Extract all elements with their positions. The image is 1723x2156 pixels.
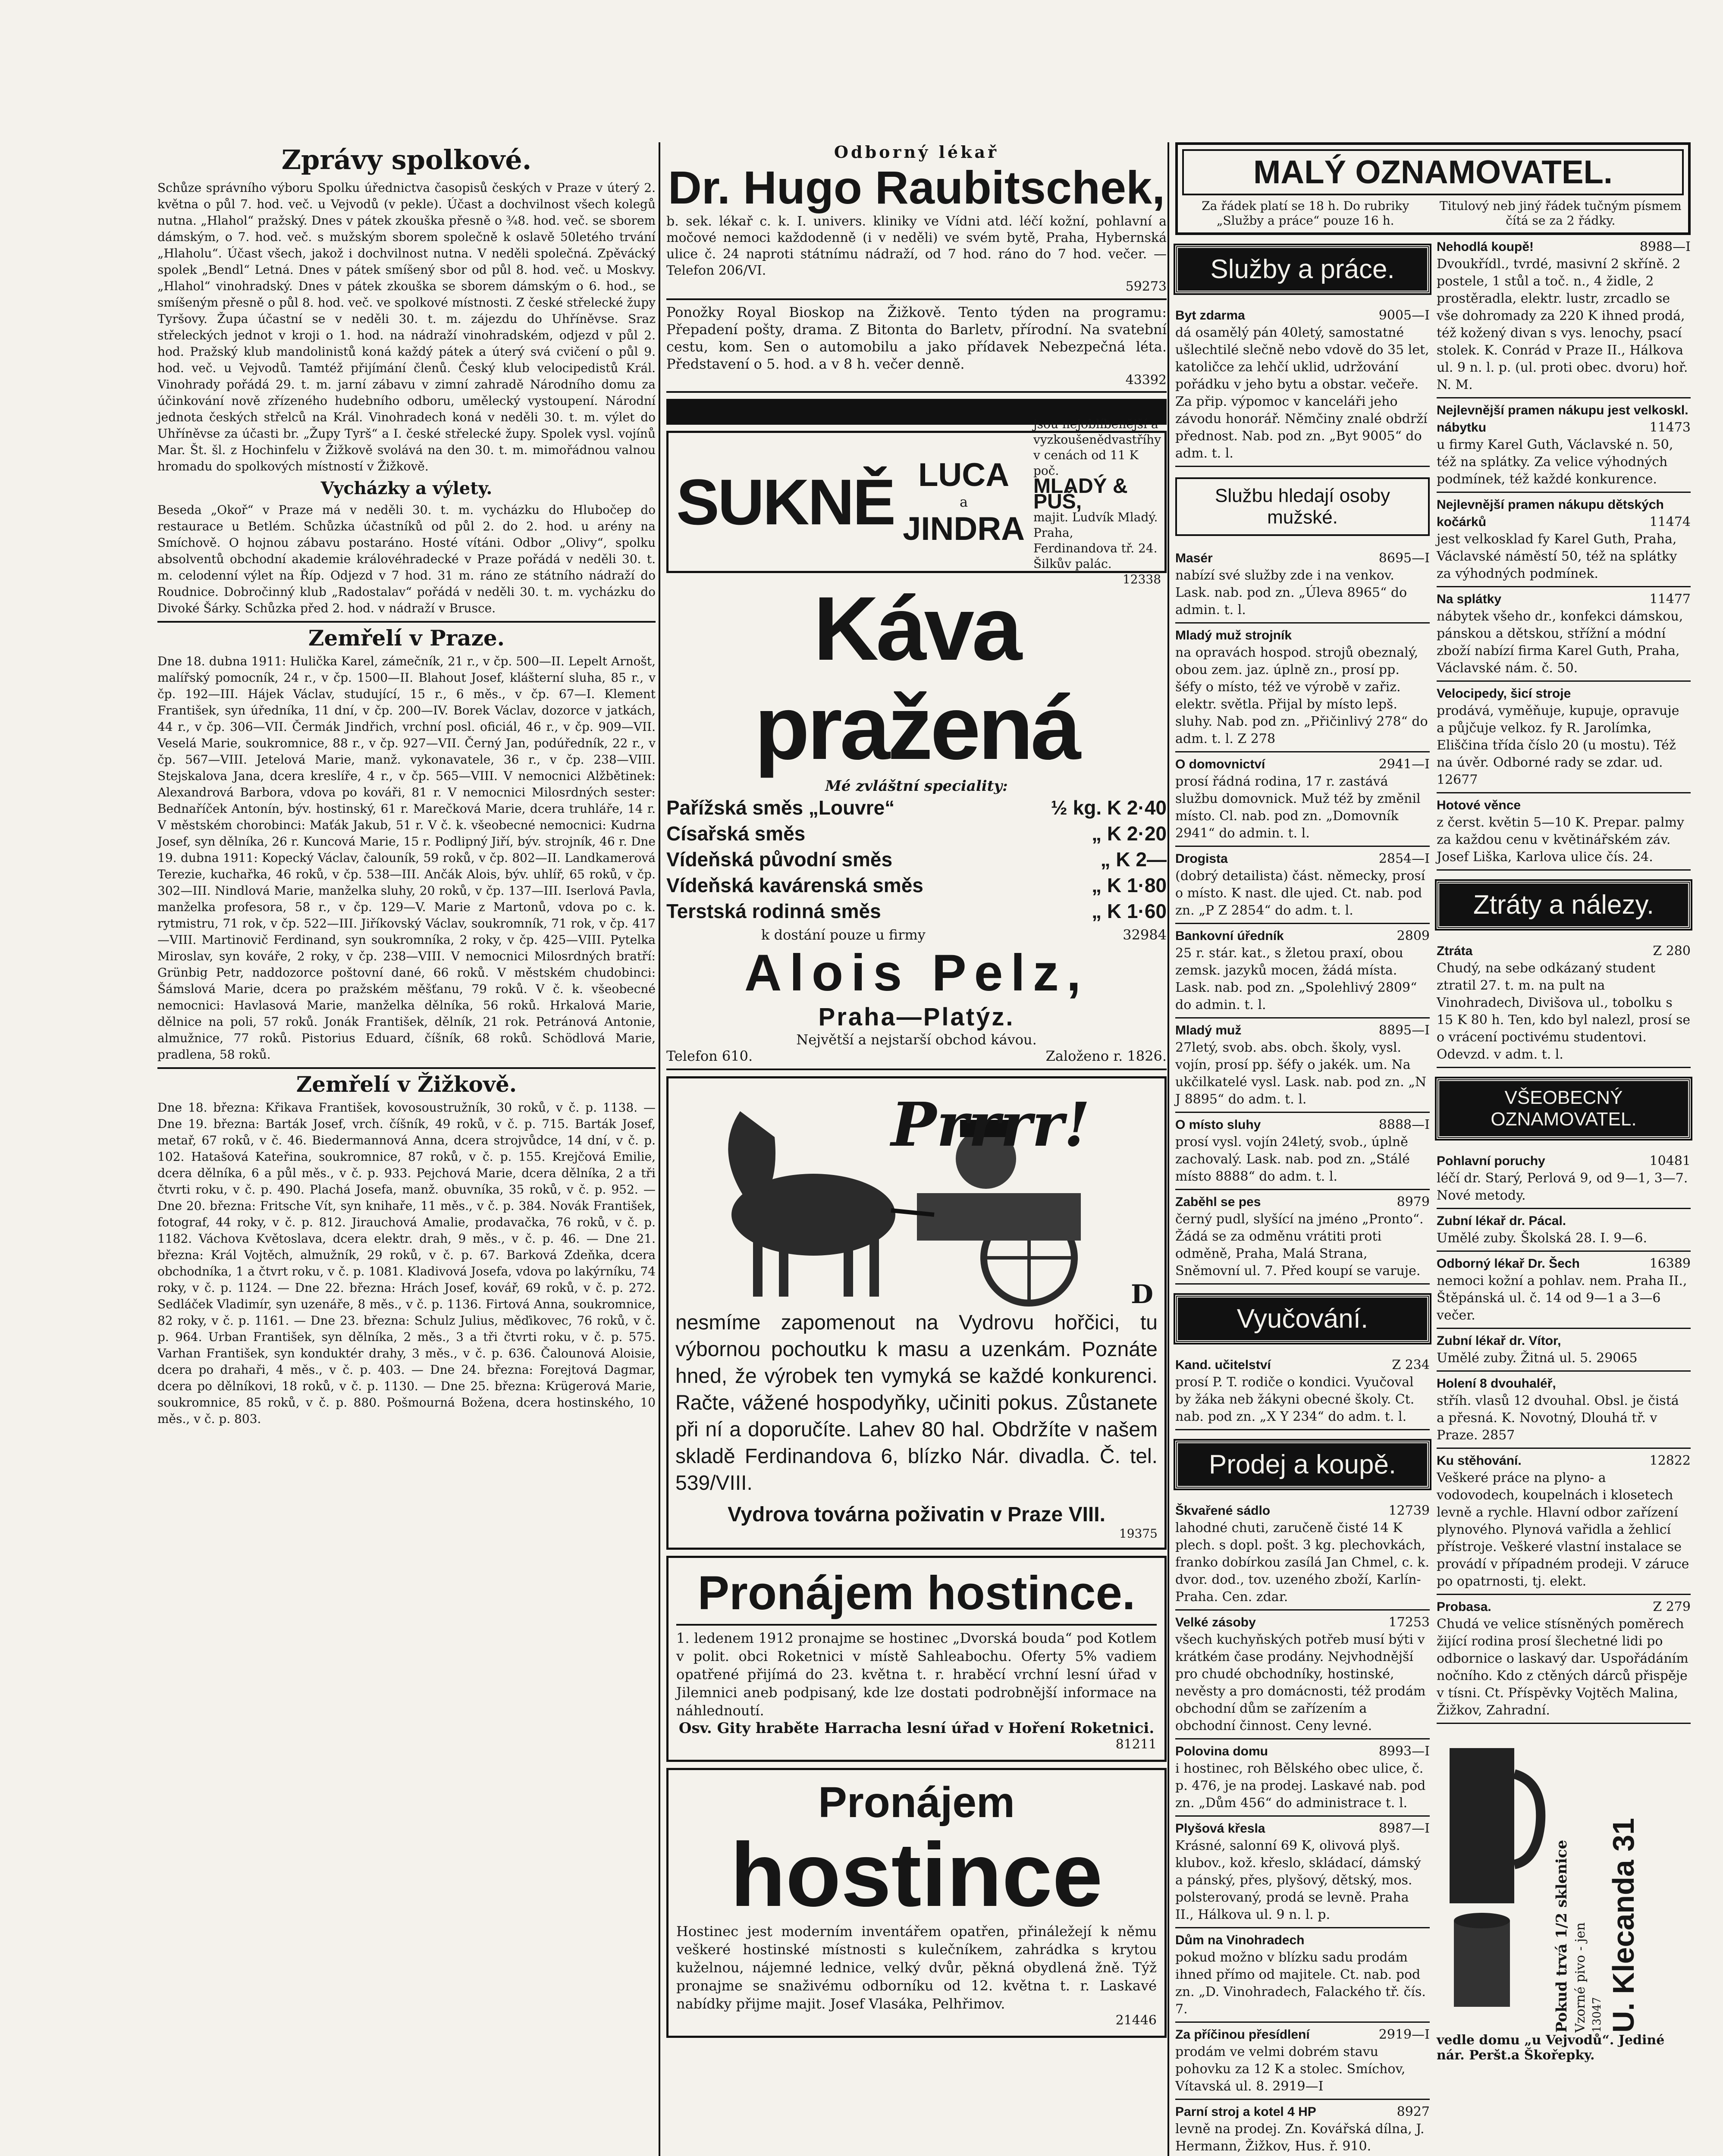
classified-ad-code: 8993—I [1378,1744,1430,1759]
ads-sales [1175,1499,1430,2156]
classified-ad [1175,924,1430,1018]
classified-ad-text: černý pudl, slyšící na jméno „Pronto“. Žádá se za odměnu vrátiti proti odměně, Praha, Malá Strana, Sněmovní ul. 7. Před koupí se varuje. [1175,1212,1424,1279]
coffee-founded: Založeno r. 1826. [1045,1048,1167,1064]
classified-ad-code: 12822 [1649,1453,1691,1468]
classified-ad-title: Odborný lékař Dr. Šech [1437,1257,1580,1271]
doctor-name: Dr. Hugo Raubitschek, [668,161,1165,213]
classified-ad-text: Umělé zuby. Žitná ul. 5. 29065 [1437,1351,1638,1366]
coffee-only: k dostání pouze u firmy [761,927,926,943]
classified-ad [1437,398,1691,493]
classified-ad-title: Masér [1175,551,1213,565]
classified-ad-title: Škvařené sádlo [1175,1504,1271,1518]
classified-ad-text: levně na prodej. Zn. Kovářská dílna, J. Hermann, Žižkov, Hus. ř. 910. [1175,2122,1425,2154]
classified-ad-code: 2941—I [1378,757,1430,772]
classified-ad [1175,2100,1430,2156]
doctor-text: b. sek. lékař c. k. I. univers. kliniky ve Vídni atd. léčí kožní, pohlavní a močové nemoci každodenně (i v neděli) ve svém bytě, Praha, Hybernská ulice č. 24 naproti státnímu nádraží, od 7 hod. ráno do 7 hod. večer. — Telefon 206/VI. [666,214,1167,278]
classified-ad-text: nabízí své služby zde i na venkov. Lask. nab. pod zn. „Úleva 8965“ do admin. t. l. [1175,568,1407,617]
coffee-list [666,795,1167,924]
coffee-code: 32984 [1123,927,1167,943]
classified-ad [1175,1739,1430,1817]
classified-ad-text: u firmy Karel Guth, Václavské n. 50, též na splátky. Za velice výhodných podmínek, též každé konkurence. [1437,437,1673,487]
deaths-zizkov-title: Zemřelí v Žižkově. [296,1072,517,1097]
ads-column-middle [666,142,1167,2044]
classified-ad-code: 11473 [1649,420,1691,435]
classified-ad-text: Dvoukřídl., tvrdé, masivní 2 skříně. 2 postele, 1 stůl a toč. n., 4 židle, 2 prostěradla, elektr. lustr, zrcadlo se vše dohromady za 220 K ihned prodá, též kožený divan s vys. lenochy, psací stolek. K. Conrád v Praze II., Hálkova ul. 9 n. l. p. (ul. proti obec. dvoru) hoř. N. M. [1437,257,1688,392]
classified-ad-text: i hostinec, roh Bělského obec ulice, č. p. 476, je na prodej. Laskavé nab. pod zn. „Dům 456“ do administrace t. l. [1175,1761,1426,1811]
coffee-item-price: 2·40 [1127,796,1167,819]
coffee-item [666,795,1167,821]
coffee-item-price: 1·80 [1127,874,1167,896]
mustard-firm: Vydrova továrna poživatin v Praze VIII. [728,1503,1105,1526]
classified-ad-title: O domovnictví [1175,757,1265,771]
ads-general [1437,1149,1691,1595]
classified-ad-title: Zaběhl se pes [1175,1195,1261,1209]
beer-vertical-1: Pokud trvá 1/2 sklenice [1553,1839,1570,2033]
classified-ad-title: Hotové věnce [1437,798,1521,812]
inn2-title2: hostince [730,1824,1103,1925]
classified-ad [1175,1611,1430,1739]
news-column [157,142,656,1427]
beer-mug-icon [1437,1731,1549,2015]
classified-ad-text: pokud možno v blízku sadu prodám ihned přímo od majitele. Ct. nab. pod zn. „D. Vinohradech, Falackého tř. čís. 7. [1175,1950,1426,2017]
skirt-addr: majit. Ludvík Mladý. Praha, Ferdinandova tř. 24. Šilkův palác. [1033,510,1158,571]
classified-ad-code: 12739 [1388,1503,1430,1518]
classified-ad-text: Krásné, salonní 69 K, olivová plyš. klubov., kož. křeslo, skládací, dámský a pánský, přes, plyšový, dětský, mos. polsterovaný, prodá se levně. Praha II., Hálkova ul. 9 n. l. p. [1175,1838,1421,1922]
mustard-ad [666,1076,1167,1550]
inn2-code: 21446 [1115,2013,1157,2028]
classified-ad-code: 9005—I [1378,308,1430,323]
coffee-item [666,846,1167,872]
classified-ad [1175,304,1430,467]
cinema-code: 43392 [1125,373,1167,388]
classified-ad-text: léčí dr. Starý, Perlová 9, od 9—1, 3—7. Nové metody. [1437,1171,1688,1203]
classified-ad-title: Za příčinou přesídlení [1175,2028,1310,2042]
coffee-item [666,898,1167,924]
prrr-text: Prrrr! [891,1090,1090,1160]
classified-ad-title: Zubní lékař dr. Vítor, [1437,1334,1561,1348]
news-text: Schůze správního výboru Spolku úřednictva časopisů českých v Praze v úterý 2. května o půl 7. hod. več. u Vejvodů (v pekle). Účast a dochvilnost všech kolegů nutna. „Hlahol“ pražský. Dnes v pátek zkouška přesně o ¾8. hod. več. se sborem dámským, o 7. hod. več. s mužským sborem společně k oslavě 50letého trvání „Hlaholu“. Účast všech, jakož i dochvilnost nutna. V neděli společná. Zpěvácký spolek „Bendl“ Letná. Dnes v pátek smíšený sbor od půl 8. hod. več. u Moskvy. „Hlahol“ vinohradský. Dnes v pátek zkouška se sborem dámským o 6. hod., se smíšeným přesně o půl 8. hod. več. ve spolkové místnosti. Z české střelecké župy Tyršovy. Župa účastní se v neděli 30. t. m. zájezdu do Uhříněvse. Sraz střeleckých jednot v kroji o 1. hod. na nádraží vinohradském, odjezd v půl 2. hod. Pražský klub mandolinistů koná každý pátek a úterý svá cvičení o půl 9. hod. več. u Vejvodů. Tamtéž přijímání členů. Český klub velocipedistů Král. Vinohrady pořádá 29. t. m. jarní zábavu v zimní zahradě Národního domu za účinkování nově zřízeného hudebního odboru, umělecký vystoupení. Národní jednota českých střelců na Král. Vinohradech koná v neděli 30. t. m. výlet do Uhříněvse za účasti br. „Župy Tyrš“ a I. české střelecké župy. Spolek vysl. vojínů Mar. Št. šl. z Hochinfelu v Žižkově svolává na den 30. t. m. mimořádnou valnou hromadu do spolkových místností v Žižkově. [157,181,656,473]
ads-seeking [1175,546,1430,1285]
classified-ad-text: prosí vysl. vojín 24letý, svob., úplně zachovalý. Lask. nab. pod zn. „Stálé místo 8888“ do adm. t. l. [1175,1134,1410,1184]
classified-ad-code: 8888—I [1378,1117,1430,1132]
classified-ad-title: Byt zdarma [1175,308,1245,323]
mustard-code: 19375 [1119,1526,1158,1541]
coffee-item [666,821,1167,846]
classified-ad [1437,1372,1691,1449]
classified-ad-text: 27letý, svob. abs. obch. školy, vysl. vojín, prosí pp. šéfy o jakék. um. Na ukčilkatelé vysl. Lask. nab. pod zn. „N J 8895“ do adm. t. l. [1175,1040,1427,1107]
classified-ad-title: Bankovní úředník [1175,929,1284,943]
skirt-code: 12338 [1122,572,1161,586]
column-rule-left [659,142,660,2156]
lost-ad [1437,939,1691,1068]
column-rule-right [1167,142,1169,2156]
classified-ad-code: 16389 [1649,1256,1691,1271]
classified-ad-code: 11477 [1649,592,1691,607]
classified-ad [1437,235,1691,398]
coffee-item-unit: „ K [1100,848,1130,871]
coffee-item-name: Vídeňská kavárenská směs [666,874,923,896]
classified-ad [1437,1449,1691,1595]
edu-ad-title: Kand. učitelství [1175,1358,1271,1372]
classifieds-title: MALÝ OZNAMOVATEL. [1182,149,1684,195]
classified-ad-code: 17253 [1388,1615,1430,1630]
sign-general: VŠEOBECNÝ OZNAMOVATEL. [1437,1078,1691,1139]
classified-ad-title: Mladý muž strojník [1175,628,1292,642]
classified-ad-code: 8695—I [1378,551,1430,566]
inn2-text: Hostinec jest moderním inventářem opatřen, přináležejí k němu veškeré hostinské místnosti s kulečníkem, zahrádka s krytou kuželnou, nájemné lednice, velký dvůr, pěkná obydlená žně. Týž pronajme se snaživému odborníku od 12. května t. r. Laskavé nabídky přijme majit. Josef Vlasáka, Pelhřimov. [676,1923,1157,2012]
lost-ad-title: Ztráta [1437,944,1473,958]
cinema-ad [666,300,1167,393]
skirt-word: SUKNĚ [676,465,894,538]
classified-ad [1437,587,1691,682]
classified-ad-text: na opravách hospod. strojů obeznalý, obou zem. jaz. úplně zn., prosí pp. šéfy o místo, též ve výrobě v zařiz. elektr. světla. Přijal by místo lepš. sluhy. Nab. pod zn. „Přičinlivý 278“ do adm. t. l. Z 278 [1175,645,1428,746]
classified-ad-code: 2854—I [1378,851,1430,866]
inn1-title: Pronájem hostince. [676,1566,1157,1626]
skirt-desc: jsou nejoblíbenější a vyzkoušenědvastříhy v cenách od 11 K poč. [1033,417,1161,478]
classified-ad [1437,1209,1691,1252]
classifieds-header [1175,142,1691,235]
inn-ad-1 [666,1556,1167,1762]
cinema-text: Ponožky Royal Bioskop na Žižkově. Tento týden na programu: Přepadení pošty, drama. Z Bitonta do Barletv, přírodní. Na svatební cestu, kom. Sen o automobilu a jako přídavek Nebezpečná léta. Představení o 5. hod. a v 8 h. večer denně. [666,304,1167,372]
classified-ad [1175,1499,1430,1611]
classified-ad-title: Drogista [1175,852,1228,866]
classified-ad-text: 25 r. stár. kat., s žletou praxí, obou zemsk. jazyků mocen, žádá místa. Lask. nab. pod zn. „Spolehlivý 2809“ do admin. t. l. [1175,946,1417,1012]
coffee-ad [666,579,1167,1070]
ads-services [1175,304,1430,467]
lost-ad-code: Z 280 [1653,943,1691,959]
classified-ad [1437,793,1691,871]
classified-ad-title: Nejlevnější pramen nákupu dětských kočárků [1437,498,1664,529]
classified-ad [1175,752,1430,847]
coffee-title: Káva pražená [754,578,1079,778]
classified-ad-title: Parní stroj a kotel 4 HP [1175,2105,1316,2119]
coffee-firm: Alois Pelz, [744,944,1089,1002]
coffee-item-price: 2— [1136,848,1167,871]
lost-ad-text: Chudý, na sebe odkázaný student ztratil 27. t. m. na pult na Vinohradech, Divišova ul., tobolku s 15 K 80 h. Ten, kdo byl nalezl, prosí se o vrácení poctivému studentovi. Odevzd. v adm. t. l. [1437,961,1691,1062]
edu-ad-text: prosí P. T. rodiče o kondici. Vyučoval by žáka neb žákyni obecné školy. Ct. nab. pod zn. „X Y 234“ do adm. t. l. [1175,1375,1415,1424]
classifieds-price-right: Titulový neb jiný řádek tučným písmem čítá se za 2 řádky. [1439,199,1682,228]
classified-ad-title: Na splátky [1437,592,1502,606]
deaths-zizkov-text: Dne 18. března: Křikava František, kovosoustružník, 30 roků, v č. p. 1138. — Dne 19. března: Barták Josef, vrch. číšník, 49 roků, v č. p. 715. Barták Josef, metař, 67 roků, v č. 46. Biedermannová Anna, dcera strojvůdce, 14 dní, v č. p. 102. Hatašová Kateřina, soukromnice, 87 roků, v č. p. 155. Krejčová Emilie, dcera dělníka, 6 a půl měs., v č. p. 933. Pejchová Marie, dcera dělníka, 2 a tři čtvrti roku, v č. p. 490. Plachá Josefa, manž. obuvníka, 35 roků, v č. p. 952. — Dne 20. března: Fritsche Vít, syn knihaře, 11 měs., v č. p. 384. Novák František, fotograf, 44 roky, v č. p. 812. Jirauchová Amalie, prodavačka, 76 roků, v č. p. 1182. Váchova Květoslava, dcera elektr. drah, 9 měs., v č. p. 46. — Dne 21. března: Král Vojtěch, almužník, 29 roků, v č. p. 67. Barková Zdeňka, dcera obchodníka, 1 a čtvrt roku, v č. p. 1081. Kladivová Josefa, vdova po lakýrníku, 74 roky, v č. p. 1124. — Dne 22. března: Hrách Josef, kovář, 69 roků, v č. p. 272. Sedláček Vladimír, syn uzenáře, 8 měs., v č. p. 1136. Firtová Anna, soukromnice, 82 roky, v č. p. 1161. — Dne 23. března: Schulz Julius, měďikovec, 76 roků, v č. p. 964. Urban František, syn dělníka, 2 měs., 3 a tři čtvrti roku, v č. p. 575. Varhan František, syn konduktér drahy, 3 měs., v č. p. 636. Čalounová Aloisie, dcera po drahaři, 4 měs., v č. p. 403. — Dne 24. března: Forejtová Dagmar, dcera po dělníkovi, 18 roků, v č. p. 1130. — Dne 25. března: Krügerová Marie, soukromnice, 85 roků, v č. p. 880. Pošmourná Božena, dcera hostinského, 10 měs., v č. p. 803. [157,1100,656,1426]
coffee-item-name: Terstská rodinná směs [666,900,881,922]
coffee-item-name: Vídeňská původní směs [666,848,893,871]
classified-ad-text: (dobrý detailista) část. německy, prosí o místo. K nast. dle ujed. Ct. nab. pod zn. „P Z 2854“ do adm. t. l. [1175,868,1425,918]
classified-ad [1175,2023,1430,2100]
mustard-text: nesmíme zapomenout na Vydrovu hořčici, tu výbornou pochoutku k masu a uzenkám. Poznáte hned, že výrobek ten vymyká se každé konkurenci. Račte, vážené hospodyňky, učiniti pokus. Zůstanete při ní a doporučíte. Lahev 80 hal. Obdržíte v našem skladě Ferdinandova 6, blízko Nár. divadla. Č. tel. 539/VIII. [675,1311,1158,1495]
classified-ad [1175,624,1430,752]
beer-vertical-3: U. Klecanda 31 [1607,1818,1640,2033]
doctor-ad [666,142,1167,300]
ads-furniture [1437,235,1691,871]
coffee-slogan: Největší a nejstarší obchod kávou. [796,1031,1037,1048]
classified-ad-text: stříh. vlasů 12 dvouhal. Obsl. je čistá a přesná. K. Novotný, Dlouhá tř. v Praze. 2857 [1437,1393,1679,1443]
inn-ad-2 [666,1768,1167,2038]
horse-cart-illustration [675,1085,1158,1310]
inn1-code: 81211 [1115,1737,1157,1752]
beer-ad [1437,1731,1691,2033]
coffee-specialty: Mé zvláštní speciality: [825,777,1008,795]
coffee-item-unit: ½ kg. K [1051,796,1122,819]
classified-ad-title: Holení 8 dvouhaléř, [1437,1376,1556,1391]
classified-ad-code: 11474 [1649,514,1691,530]
probasa-title: Probasa. [1437,1600,1491,1614]
classifieds-column [1175,142,1691,2156]
classified-ad-text: nábytek všeho dr., konfekci dámskou, pánskou a dětskou, střížní a módní zboží nabízí firma Karel Guth, Praha, Václavské nám. č. 50. [1437,609,1683,676]
classified-ad [1437,1149,1691,1209]
classified-ad [1437,1252,1691,1329]
coffee-item-unit: „ K [1092,900,1122,922]
classified-ad-title: Zubní lékař dr. Pácal. [1437,1214,1566,1228]
skirt-ad [666,417,1167,586]
doctor-code: 59273 [1125,279,1167,294]
classified-ad [1437,1329,1691,1372]
coffee-item-unit: „ K [1092,822,1122,845]
coffee-item [666,872,1167,898]
classified-ad-title: Mladý muž [1175,1023,1242,1037]
classified-ad [1175,1113,1430,1190]
beer-addr: vedle domu „u Vejvodů“. Jediné nár. Peršt.a Škořepky. [1437,2033,1665,2063]
classified-ad-title: Velké zásoby [1175,1615,1256,1630]
classified-ad-text: nemoci kožní a pohlav. nem. Praha II., Štěpánská ul. č. 14 od 9—1 a 3—6 večer. [1437,1273,1687,1323]
corner-letter: D [1130,1279,1153,1310]
classified-ad-text: prodává, vyměňuje, kupuje, opravuje a půjčuje velkoz. fy R. Jarolímka, Eliščina třída číslo 20 (u mostu). Též na úvěr. Odborné rady se zdar. ud. 12677 [1437,703,1679,787]
classified-ad-text: jest velkosklad fy Karel Guth, Praha, Václavské náměstí 50, též na splátky za výhodných podmínek. [1437,532,1677,581]
classified-ad-text: Veškeré práce na plyno- a vodovodech, koupelnách i klosetech levně a rychle. Hlavní odbor zařízení plynového. Plynová vařidla a žehlicí přístroje. Veškeré vlastní instalace se provádí v případném prodeji. V záruce po opatrnosti, tj. elekt. [1437,1470,1689,1589]
classified-ad [1175,546,1430,624]
classified-ad-code: 10481 [1649,1153,1691,1169]
classified-ad-text: dá osamělý pán 40letý, samostatné ušlechtilé slečně nebo vdově do 35 let, katoličce za lehčí uklid, udržování pořádku v jeho bytu a obstar. večeře. Za přip. výpomoc v kanceláři jeho závodu honorář. Němčiny znalé obdrží přednost. Nab. pod zn. „Byt 9005“ do adm. t. l. [1175,325,1429,461]
beer-vertical-2: Vzorné pivo - jen [1573,1922,1588,2033]
classified-ad-text: Umělé zuby. Školská 28. I. 9—6. [1437,1231,1647,1246]
coffee-item-name: Císařská směs [666,822,806,845]
category-services: Služby a práce. [1175,245,1430,293]
classified-ad-code: 8979 [1397,1194,1430,1210]
classified-ad-title: Pohlavní poruchy [1437,1154,1545,1168]
classified-ad-title: Dům na Vinohradech [1175,1933,1305,1947]
inn1-signed: Osv. Gity hraběte Harracha lesní úřad v Hoření Roketnici. [678,1720,1155,1737]
category-seeking: Službu hledají osoby mužské. [1175,477,1430,536]
trips-title: Vycházky a výlety. [320,478,493,498]
classified-ad [1175,1190,1430,1285]
inn2-title1: Pronájem [818,1778,1015,1827]
news-title: Zprávy spolkové. [281,144,532,175]
coffee-phone: Telefon 610. [666,1048,753,1064]
classified-ad-title: Polovina domu [1175,1744,1268,1758]
classified-ad [1175,1018,1430,1113]
classified-ad-title: Nehodlá koupě! [1437,240,1534,254]
skirt-name1: LUCA [918,457,1010,493]
classified-ad-title: O místo sluhy [1175,1118,1261,1132]
classified-ad [1437,493,1691,587]
skirt-shop: MLADÝ & PUŠ, [1033,475,1128,513]
skirt-name2: JINDRA [903,511,1025,547]
classified-ad-code: 2919—I [1378,2027,1430,2042]
edu-ad [1175,1353,1430,1430]
classified-ad-code: 8927 [1397,2104,1430,2119]
classified-ad [1175,1928,1430,2023]
classifieds-price-left: Za řádek platí se 18 h. Do rubriky „Služby a práce“ pouze 16 h. [1202,199,1409,228]
classified-ad-title: Nejlevnější pramen nákupu jest velkoskl. nábytku [1437,403,1688,435]
classified-ad-text: lahodné chuti, zaručeně čisté 14 K plech. s dopl. pošt. 3 kg. plechovkách, franko dobírkou zasílá Jan Chmel, c. k. dvor. dod., tov. uzeného zboží, Karlín-Praha. Cen. zdar. [1175,1520,1430,1604]
category-sales: Prodej a koupě. [1175,1441,1430,1489]
coffee-city: Praha—Platýz. [818,1003,1015,1031]
classified-ad-code: 2809 [1397,928,1430,943]
coffee-item-price: 1·60 [1127,900,1167,922]
classified-ad-text: prosí řádná rodina, 17 r. zastává službu domovnick. Muž též by změnil místo. Cl. nab. pod zn. „Domovník 2941“ do admin. t. l. [1175,774,1421,841]
classified-ad [1175,1817,1430,1928]
classified-ad-title: Ku stěhování. [1437,1454,1522,1468]
coffee-item-name: Pařížská směs „Louvre“ [666,796,895,819]
classified-ad-text: všech kuchyňských potřeb musí býti v krátkém čase prodány. Nejvhodnější pro chudé obchodníky, hostinské, nevěsty a pro domácnosti, též prodám obchodní dům se zařízením a obchodní činnost. Ceny levné. [1175,1632,1426,1733]
coffee-item-unit: „ K [1092,874,1122,896]
probasa-text: Chudá ve velice stísněných poměrech žijící rodina prosí šlechetné lidi po odbornice o laskavý dar. Uspořádáním nočního. Kdo z ctěných dárců přispěje v tísni. Ct. Příspěvky Vojtěch Malina, Žižkov, Zahradní. [1437,1617,1688,1718]
classified-ad-text: prodám ve velmi dobrém stavu pohovku za 12 K a stolec. Smíchov, Vítavská ul. 8. 2919—I [1175,2044,1406,2094]
classified-ad-title: Plyšová křesla [1175,1821,1265,1836]
classified-ad-text: z čerst. květin 5—10 K. Prepar. palmy za každou cenu v květinářském záv. Josef Liška, Karlova ulice čís. 24. [1437,815,1684,865]
classified-ad [1175,847,1430,924]
doctor-kicker: Odborný lékař [834,142,999,162]
classified-ad-code: 8988—I [1639,239,1691,254]
probasa-ad [1437,1595,1691,1724]
deaths-prague-text: Dne 18. dubna 1911: Hulička Karel, zámečník, 21 r., v čp. 500—II. Lepelt Arnošt, malířský pomocník, 24 r., v čp. 1500—II. Blahout Josef, klášterní sluha, 85 r., v čp. 192—III. Hájek Václav, studující, 15 r., 6 měs., v čp. 67—I. Klement František, syn úředníka, 11 dní, v čp. 200—IV. Borek Václav, dozorce v jatkách, 44 r., v čp. 306—VII. Čermák Jindřich, vrchní posl. oficiál, 46 r., v čp. 909—VII. Veselá Marie, soukromnice, 88 r., v čp. 927—VII. Černý Jan, podúředník, 22 r., v čp. 567—VIII. Jetelová Marie, manž. vykonavatele, 36 r., v čp. 238—VIII. Stejskalova Jana, dcera kreslíře, 4 r., v čp. 565—VIII. V nemocnici Alžbětinek: Alexandrová Barbora, vdova po kováři, 81 r. V nemocnici Milosrdných sester: Bednaříček Antonín, býv. hostinský, 61 r. Marečková Marie, dcera truhláře, 14 r. V městském chorobinci: Maťák Jakub, 51 r. V č. k. všeobecné nemocnici: Kudrna Josef, syn dělníka, 26 r. Kuncová Marie, 15 r. Podlipný Jiří, býv. strojník, 46 r. Dne 19. dubna 1911: Kopecký Václav, čalouník, 59 roků, v čp. 802—II. Landkamerová Terezie, kuchařka, 46 roků, v čp. 538—III. Ančák Alois, býv. uhlíř, 65 roků, v čp. 302—III. Nindlová Marie, manželka sluhy, 20 roků, v čp. 137—III. Iserlová Pavla, manželka profesora, 58 r., v čp. 129—V. Marie z Martonů, vdova po c. k. rytmistru, 71 rok, v čp. 522—III. Jiříkovský Václav, soukromník, 71 rok, v čp. 417—VIII. Martinovič Ferdinand, syn soukromníka, 2 roky, v čp. 425—VIII. Pytelka Miroslav, syn kováře, 2 roky, v čp. 238—VIII. V nemocnici Milosrdných bratří: Grünbig Petr, naddozorce poštovní dané, 66 roků. V městském chudobinci: Šámslová Marie, dcera po pražském měšťanu, 79 roků. V č. k. všeobecné nemocnici: Havlasová Marie, manželka dělníka, 56 roků. Hrkalová Marie, dělnice na poli, 57 roků. Jonák František, dělník, 21 rok. Petránová Antonie, almužnice, 77 roků. Pistorius Eduard, číšník, 68 roků. Schödlová Marie, pradlena, 58 roků. [157,654,656,1062]
deaths-prague-title: Zemřelí v Praze. [308,625,505,651]
trips-text: Beseda „Okoř“ v Praze má v neděli 30. t. m. vycházku do Hlubočep do restaurace u Betlém. Schůzka účastníků od půl 2. do 2. hod. u arény na Smíchově. O hojnou zábavu postaráno. Hosté vítáni. Odbor „Olivy“, spolku absolventů obchodní akademie královéhradecké v Praze pořádá v neděli 30. t. m. celodenní výlet na Říp. Odjezd v 7 hod. 31 m. ráno ze státního nádraží do Roudnice. Dobročinný klub „Radostalav“ pořádá v neděli 30. t. m. vycházku do Divoké Šárky. Schůzka před 2. hod. v nádraží v Brusce. [157,503,656,615]
coffee-item-price: 2·20 [1127,822,1167,845]
classified-ad-title: Velocipedy, šicí stroje [1437,686,1571,701]
edu-ad-code: Z 234 [1392,1357,1430,1373]
classified-ad-code: 8895—I [1378,1023,1430,1038]
probasa-code: Z 279 [1653,1599,1691,1614]
skirt-a: a [960,494,968,510]
classified-ad [1437,682,1691,793]
category-lost: Ztráty a nálezy. [1437,881,1691,929]
beer-vertical-code: 13047 [1591,1997,1604,2033]
category-education: Vyučování. [1175,1295,1430,1343]
inn1-text: 1. ledenem 1912 pronajme se hostinec „Dvorská bouda“ pod Kotlem v polit. obci Roketnici v místě Sahleabochu. Oferty 5% vadiem opatřené přijímá do 23. května t. r. hraběcí vrchní lesní úřad v Jilemnici aneb podpisaný, kde lze dostati podrobnější informace na náhlednoutí. [676,1630,1157,1719]
classified-ad-code: 8987—I [1378,1821,1430,1836]
